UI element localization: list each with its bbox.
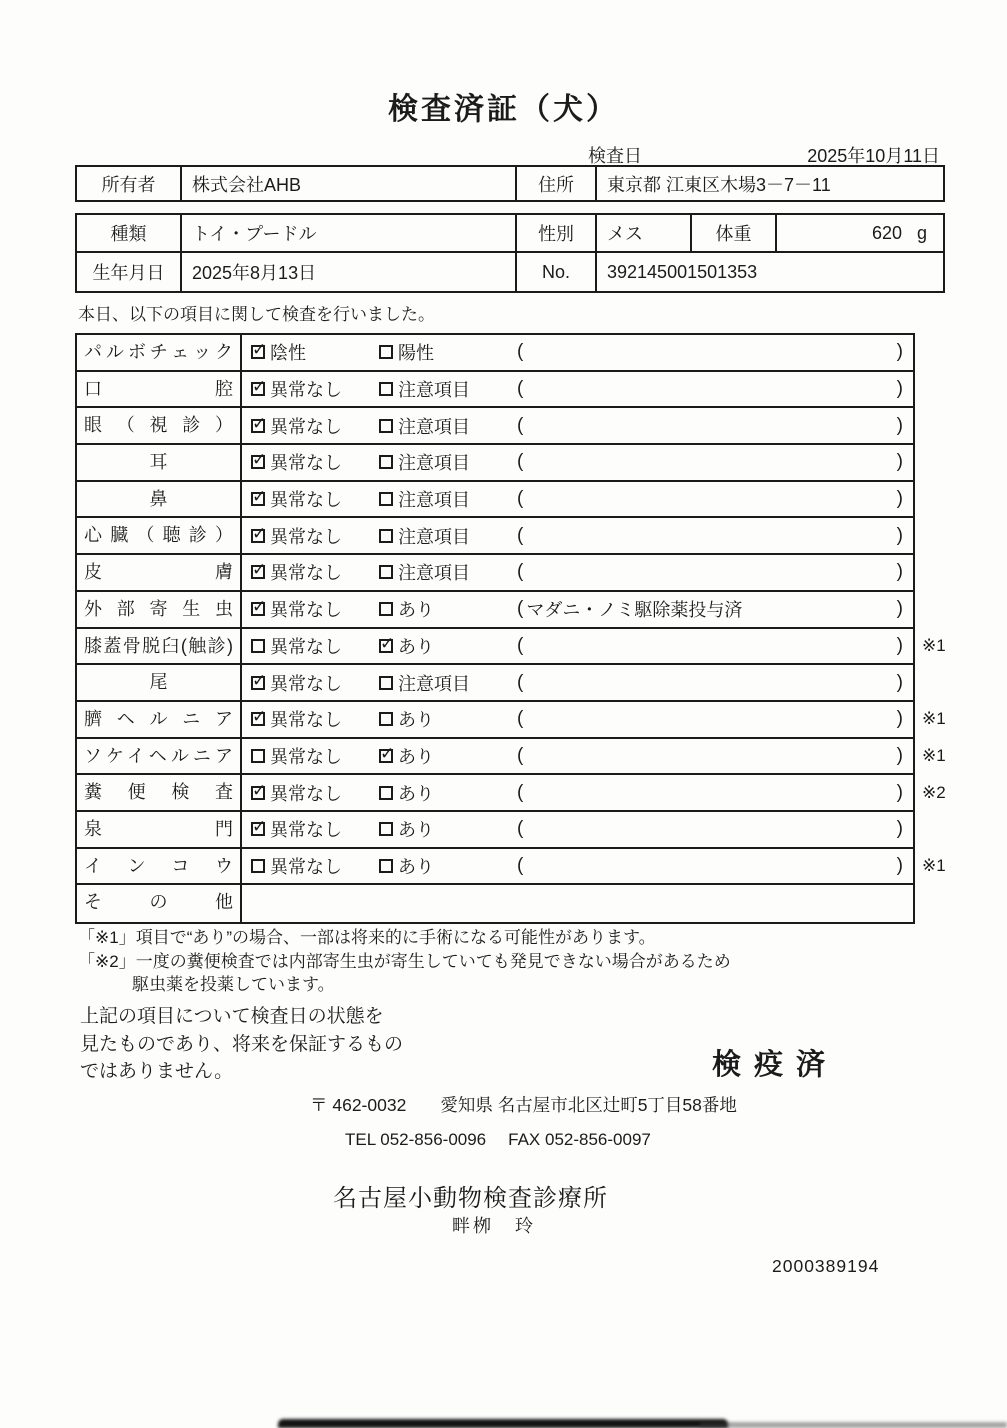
veterinarian-name: 畔栁 玲 xyxy=(452,1216,536,1236)
option1-checkbox xyxy=(251,859,265,873)
option1-checkbox xyxy=(251,345,265,359)
exam-item-label: その他 xyxy=(77,885,242,922)
exam-option1 xyxy=(251,523,379,549)
exam-row-content xyxy=(242,812,913,847)
pet-table-row-1 xyxy=(77,215,943,253)
exam-table-row xyxy=(77,629,946,666)
comment-paren-close: ) xyxy=(896,378,903,400)
exam-table-row xyxy=(77,739,946,776)
tel-number: TEL 052-856-0096 xyxy=(345,1130,487,1149)
option2-label: あり xyxy=(398,746,434,767)
exam-row-content xyxy=(242,445,913,480)
exam-table-row xyxy=(77,665,913,702)
option1-label: 異常なし xyxy=(270,600,342,621)
comment-paren-open: ( xyxy=(517,341,524,363)
exam-option2 xyxy=(379,486,517,512)
option1-checkbox xyxy=(251,529,265,543)
option2-checkbox xyxy=(379,676,393,690)
option2-label: あり xyxy=(398,710,434,731)
exam-option1 xyxy=(251,559,379,585)
comment-paren-open: ( xyxy=(517,708,524,730)
comment-paren-open: ( xyxy=(517,781,524,803)
exam-option1 xyxy=(251,339,379,365)
comment-paren-open: ( xyxy=(517,598,524,620)
exam-item-label: 皮膚 xyxy=(77,555,242,590)
option2-checkbox xyxy=(379,529,393,543)
option2-checkbox xyxy=(379,455,393,469)
clinic-address-line xyxy=(310,1092,737,1117)
note-line-3: 駆虫薬を投薬しています。 xyxy=(132,975,335,994)
option1-label: 異常なし xyxy=(270,526,342,547)
option1-label: 異常なし xyxy=(270,453,342,474)
option1-label: 異常なし xyxy=(270,416,342,437)
exam-item-label: 耳 xyxy=(77,445,242,480)
exam-table-row xyxy=(77,555,913,592)
option2-checkbox xyxy=(379,859,393,873)
exam-option2 xyxy=(379,559,517,585)
option1-checkbox xyxy=(251,639,265,653)
exam-option1 xyxy=(251,743,379,769)
exam-option2 xyxy=(379,780,517,806)
comment-paren-close: ) xyxy=(896,341,903,363)
option1-label: 異常なし xyxy=(270,380,342,401)
scan-artifact xyxy=(278,1419,728,1428)
option2-label: 注意項目 xyxy=(398,673,470,694)
exam-row-content xyxy=(242,482,913,517)
page-title: 検査済証（犬） xyxy=(388,93,619,126)
comment-paren-open: ( xyxy=(517,414,524,436)
exam-row-content xyxy=(242,849,913,884)
weight-value-cell xyxy=(777,215,943,251)
disclaimer-line-1: 上記の項目について検査日の状態を xyxy=(80,1006,384,1027)
exam-row-content xyxy=(242,665,913,700)
option1-label: 異常なし xyxy=(270,490,342,511)
exam-row-content xyxy=(242,739,913,774)
comment-paren-open: ( xyxy=(517,488,524,510)
note-line-2: 「※2」一度の糞便検査では内部寄生虫が寄生していても発見できない場合があるため xyxy=(78,951,731,971)
exam-table xyxy=(75,333,946,924)
exam-table-row xyxy=(77,592,913,629)
option1-checkbox xyxy=(251,749,265,763)
option2-label: 注意項目 xyxy=(398,416,470,437)
exam-row-content xyxy=(242,518,913,553)
option1-label: 陰性 xyxy=(270,343,306,364)
option1-label: 異常なし xyxy=(270,673,342,694)
weight-label: 体重 xyxy=(692,215,777,251)
intro-text: 本日、以下の項目に関して検査を行いました。 xyxy=(78,305,435,324)
clinic-name: 名古屋小動物検査診療所 xyxy=(333,1185,608,1212)
option1-checkbox xyxy=(251,786,265,800)
exam-item-label: インコウ xyxy=(77,849,242,884)
exam-option1 xyxy=(251,449,379,475)
option1-checkbox xyxy=(251,455,265,469)
option2-label: あり xyxy=(398,600,434,621)
option1-checkbox xyxy=(251,419,265,433)
exam-item-label: 尾 xyxy=(77,665,242,700)
comment-paren-open: ( xyxy=(517,744,524,766)
option1-label: 異常なし xyxy=(270,746,342,767)
exam-table-row xyxy=(77,849,946,886)
option1-label: 異常なし xyxy=(270,710,342,731)
spacer xyxy=(486,1130,508,1150)
inspection-date-label: 検査日 xyxy=(588,146,642,166)
exam-table-row xyxy=(77,335,913,372)
sex-value: メス xyxy=(597,215,692,251)
exam-row-content xyxy=(242,555,913,590)
exam-option1 xyxy=(251,780,379,806)
exam-option2 xyxy=(379,816,517,842)
exam-item-label: 鼻 xyxy=(77,482,242,517)
note-reference-mark: ※1 xyxy=(922,855,946,875)
exam-option1 xyxy=(251,596,379,622)
exam-option2 xyxy=(379,413,517,439)
option2-label: あり xyxy=(398,783,434,804)
exam-option2 xyxy=(379,339,517,365)
exam-item-label: パルボチェック xyxy=(77,335,242,370)
option2-checkbox xyxy=(379,382,393,396)
disclaimer-block xyxy=(80,1003,403,1086)
option1-label: 異常なし xyxy=(270,563,342,584)
exam-option2 xyxy=(379,523,517,549)
owner-value: 株式会社AHB xyxy=(182,167,517,200)
comment-paren-close: ) xyxy=(896,708,903,730)
option2-label: 注意項目 xyxy=(398,563,470,584)
option2-checkbox xyxy=(379,749,393,763)
option2-checkbox xyxy=(379,712,393,726)
weight-unit: g xyxy=(916,222,927,243)
clinic-address: 愛知県 名古屋市北区辻町5丁目58番地 xyxy=(440,1095,737,1115)
option2-checkbox xyxy=(379,602,393,616)
comment-paren-close: ) xyxy=(896,634,903,656)
breed-label: 種類 xyxy=(77,215,182,251)
exam-table-row xyxy=(77,372,913,409)
exam-option2 xyxy=(379,633,517,659)
exam-table-row xyxy=(77,482,913,519)
option1-label: 異常なし xyxy=(270,856,342,877)
birthdate-label: 生年月日 xyxy=(77,253,182,291)
option1-checkbox xyxy=(251,712,265,726)
option2-checkbox xyxy=(379,565,393,579)
exam-option1 xyxy=(251,816,379,842)
exam-row-content xyxy=(242,885,913,922)
weight-value: 620 xyxy=(871,222,902,243)
inspection-date-value: 2025年10月11日 xyxy=(807,146,940,166)
exam-option1 xyxy=(251,633,379,659)
option1-label: 異常なし xyxy=(270,820,342,841)
exam-table-row xyxy=(77,408,913,445)
note-reference-mark: ※2 xyxy=(922,782,946,802)
exam-option2 xyxy=(379,596,517,622)
note-reference-mark: ※1 xyxy=(922,745,946,765)
exam-option2 xyxy=(379,743,517,769)
option1-checkbox xyxy=(251,676,265,690)
exam-option2 xyxy=(379,449,517,475)
comment-paren-close: ) xyxy=(896,451,903,473)
exam-table-row xyxy=(77,775,946,812)
exam-item-label: 膝蓋骨脱臼(触診) xyxy=(77,629,242,664)
certificate-no-label: No. xyxy=(517,253,597,291)
option2-label: 注意項目 xyxy=(398,453,470,474)
comment-paren-open: ( xyxy=(517,671,524,693)
comment-paren-open: ( xyxy=(517,451,524,473)
exam-option1 xyxy=(251,413,379,439)
owner-address-label: 住所 xyxy=(517,167,597,200)
option1-label: 異常なし xyxy=(270,783,342,804)
exam-option1 xyxy=(251,486,379,512)
certificate-no-value: 392145001501353 xyxy=(607,261,758,282)
exam-row-content xyxy=(242,408,913,443)
scan-artifact xyxy=(700,1422,1007,1428)
comment-text: マダニ・ノミ駆除薬投与済 xyxy=(526,600,743,621)
spacer xyxy=(406,1092,440,1117)
exam-table-row xyxy=(77,702,946,739)
exam-item-label: 糞便検査 xyxy=(77,775,242,810)
exam-row-content xyxy=(242,702,913,737)
exam-item-label: ソケイヘルニア xyxy=(77,739,242,774)
comment-paren-close: ) xyxy=(896,781,903,803)
option2-checkbox xyxy=(379,345,393,359)
exam-option2 xyxy=(379,853,517,879)
option1-checkbox xyxy=(251,565,265,579)
comment-paren-close: ) xyxy=(896,414,903,436)
option1-checkbox xyxy=(251,602,265,616)
disclaimer-line-2: 見たものであり、将来を保証するもの xyxy=(80,1033,404,1055)
option2-label: あり xyxy=(398,636,434,657)
option2-checkbox xyxy=(379,492,393,506)
comment-paren-close: ) xyxy=(896,488,903,510)
comment-paren-close: ) xyxy=(896,671,903,693)
sex-label: 性別 xyxy=(517,215,597,251)
owner-table xyxy=(75,165,945,202)
option2-checkbox xyxy=(379,639,393,653)
notes-block xyxy=(78,926,731,997)
option1-checkbox xyxy=(251,382,265,396)
exam-table-row xyxy=(77,445,913,482)
comment-paren-close: ) xyxy=(896,854,903,876)
owner-label: 所有者 xyxy=(77,167,182,200)
disclaimer-line-3: ではありません。 xyxy=(80,1061,234,1082)
note-line-1: 「※1」項目で“あり”の場合、一部は将来的に手術になる可能性があります。 xyxy=(78,928,656,947)
pet-table-row-2 xyxy=(77,253,943,291)
comment-paren-open: ( xyxy=(517,854,524,876)
comment-paren-close: ) xyxy=(896,744,903,766)
exam-item-label: 心臓（聴診） xyxy=(77,518,242,553)
exam-row-content xyxy=(242,592,913,627)
option2-label: 注意項目 xyxy=(398,490,470,511)
option2-label: 注意項目 xyxy=(398,526,470,547)
exam-option1 xyxy=(251,706,379,732)
comment-paren-close: ) xyxy=(896,598,903,620)
owner-address-value: 東京都 江東区木場3－7－11 xyxy=(607,174,831,195)
comment-paren-open: ( xyxy=(517,378,524,400)
comment-paren-open: ( xyxy=(517,561,524,583)
comment-paren-open: ( xyxy=(517,524,524,546)
exam-table-row xyxy=(77,812,913,849)
option2-label: 陽性 xyxy=(398,343,434,364)
exam-row-content xyxy=(242,775,913,810)
breed-value: トイ・プードル xyxy=(182,215,517,251)
exam-item-label: 泉門 xyxy=(77,812,242,847)
exam-option1 xyxy=(251,853,379,879)
comment-paren-open: ( xyxy=(517,818,524,840)
option1-checkbox xyxy=(251,492,265,506)
exam-option1 xyxy=(251,376,379,402)
exam-item-label: 眼（視診） xyxy=(77,408,242,443)
birthdate-value: 2025年8月13日 xyxy=(182,253,517,291)
exam-option2 xyxy=(379,670,517,696)
note-reference-mark: ※1 xyxy=(922,709,946,729)
exam-row-content xyxy=(242,629,913,664)
option2-label: 注意項目 xyxy=(398,380,470,401)
exam-option1 xyxy=(251,670,379,696)
exam-option2 xyxy=(379,706,517,732)
exam-table-row xyxy=(77,518,913,555)
option2-checkbox xyxy=(379,419,393,433)
exam-item-label: 口腔 xyxy=(77,372,242,407)
comment-paren-open: ( xyxy=(517,634,524,656)
option2-checkbox xyxy=(379,822,393,836)
exam-item-label: 臍ヘルニア xyxy=(77,702,242,737)
serial-number: 2000389194 xyxy=(772,1256,880,1276)
option1-label: 異常なし xyxy=(270,636,342,657)
note-reference-mark: ※1 xyxy=(922,635,946,655)
tel-fax-line xyxy=(345,1130,651,1150)
option2-label: あり xyxy=(398,856,434,877)
exam-option2 xyxy=(379,376,517,402)
exam-row-content xyxy=(242,372,913,407)
pet-table xyxy=(75,213,945,293)
quarantine-stamp: 検疫済 xyxy=(712,1049,839,1081)
option2-checkbox xyxy=(379,786,393,800)
exam-item-label: 外部寄生虫 xyxy=(77,592,242,627)
comment-paren-close: ) xyxy=(896,818,903,840)
option1-checkbox xyxy=(251,822,265,836)
postal-code: 〒 462-0032 xyxy=(310,1095,407,1115)
option2-label: あり xyxy=(398,820,434,841)
exam-table-row xyxy=(77,885,913,922)
exam-row-content xyxy=(242,335,913,370)
fax-number: FAX 052-856-0097 xyxy=(508,1130,651,1149)
comment-paren-close: ) xyxy=(896,524,903,546)
comment-paren-close: ) xyxy=(896,561,903,583)
